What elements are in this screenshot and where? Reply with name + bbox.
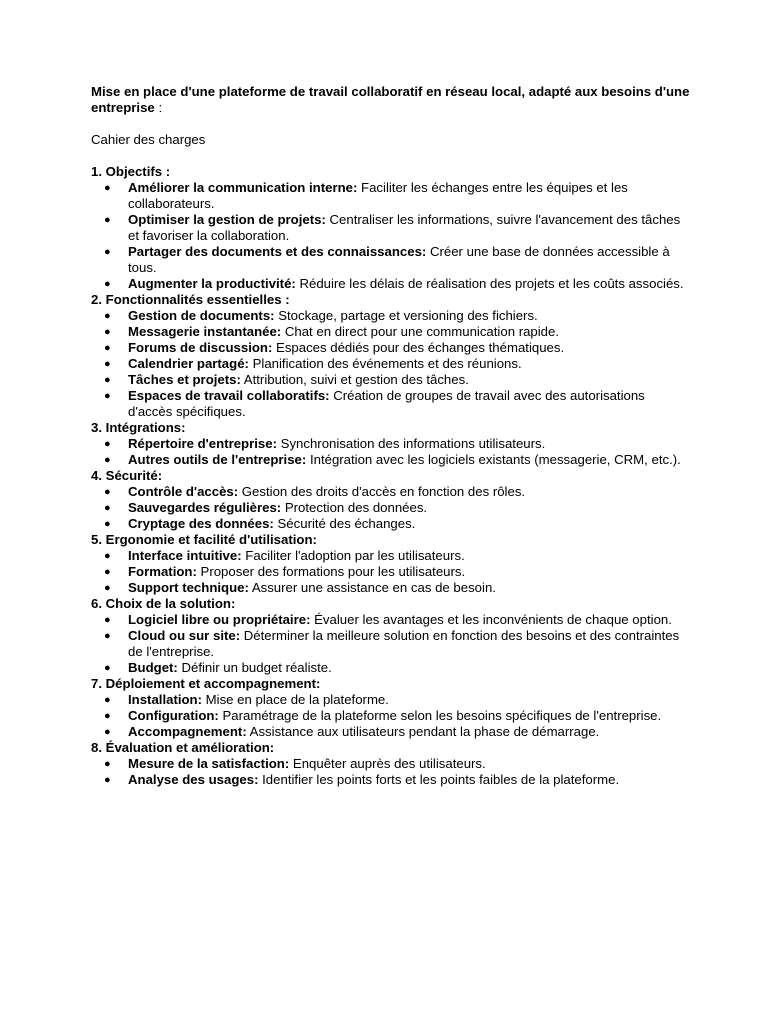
bullet-icon: ●: [104, 518, 111, 530]
bullet-icon: ●: [104, 358, 111, 370]
item-text: Intégration avec les logiciels existants (messagerie, CRM, etc.).: [306, 452, 681, 467]
section: [91, 468, 691, 532]
section-items: [91, 612, 691, 676]
item-text: Faciliter l'adoption par les utilisateurs.: [241, 548, 465, 563]
list-item: [91, 516, 691, 532]
item-term: Autres outils de l'entreprise:: [128, 452, 307, 467]
bullet-icon: ●: [104, 390, 111, 402]
item-term: Budget:: [128, 660, 178, 675]
item-text: Créer une base de données accessible à tous.: [128, 244, 670, 275]
bullet-icon: ●: [104, 486, 111, 498]
section-heading: 8. Évaluation et amélioration:: [91, 740, 275, 755]
item-text: Paramétrage de la plateforme selon les besoins spécifiques de l'entreprise.: [218, 708, 662, 723]
item-text: Enquêter auprès des utilisateurs.: [289, 756, 486, 771]
bullet-icon: ●: [104, 662, 111, 674]
bullet-icon: ●: [104, 342, 111, 354]
item-text: Gestion des droits d'accès en fonction des rôles.: [238, 484, 526, 499]
bullet-icon: ●: [104, 582, 111, 594]
bullet-icon: ●: [104, 310, 111, 322]
list-item: [91, 628, 691, 660]
section: [91, 532, 691, 596]
item-term: Tâches et projets:: [128, 372, 241, 387]
section-items: [91, 756, 691, 788]
item-text: Synchronisation des informations utilisateurs.: [276, 436, 546, 451]
section-heading: 2. Fonctionnalités essentielles :: [91, 292, 290, 307]
document-subtitle: Cahier des charges: [91, 132, 206, 147]
list-item: [91, 724, 691, 740]
sections-list: [91, 164, 691, 788]
list-item: [91, 692, 691, 708]
item-term: Forums de discussion:: [128, 340, 273, 355]
item-term: Analyse des usages:: [128, 772, 259, 787]
bullet-icon: ●: [104, 454, 111, 466]
list-item: [91, 772, 691, 788]
list-item: [91, 372, 691, 388]
list-item: [91, 452, 691, 468]
item-term: Sauvegardes régulières:: [128, 500, 282, 515]
section-heading: 3. Intégrations:: [91, 420, 186, 435]
item-text: Attribution, suivi et gestion des tâches.: [240, 372, 469, 387]
section-heading: 6. Choix de la solution:: [91, 596, 236, 611]
bullet-icon: ●: [104, 630, 111, 642]
list-item: [91, 436, 691, 452]
bullet-icon: ●: [104, 182, 111, 194]
bullet-icon: ●: [104, 758, 111, 770]
item-text: Planification des événements et des réunions.: [248, 356, 522, 371]
bullet-icon: ●: [104, 502, 111, 514]
item-term: Mesure de la satisfaction:: [128, 756, 290, 771]
item-text: Réduire les délais de réalisation des projets et les coûts associés.: [295, 276, 684, 291]
item-term: Logiciel libre ou propriétaire:: [128, 612, 311, 627]
section-items: [91, 548, 691, 596]
item-text: Définir un budget réaliste.: [177, 660, 332, 675]
item-term: Gestion de documents:: [128, 308, 275, 323]
section-heading: 7. Déploiement et accompagnement:: [91, 676, 321, 691]
item-text: Stockage, partage et versioning des fichiers.: [274, 308, 538, 323]
bullet-icon: ●: [104, 614, 111, 626]
list-item: [91, 580, 691, 596]
section-items: [91, 484, 691, 532]
bullet-icon: ●: [104, 438, 111, 450]
list-item: [91, 356, 691, 372]
bullet-icon: ●: [104, 550, 111, 562]
item-term: Partager des documents et des connaissances:: [128, 244, 427, 259]
document-title-bold: Mise en place d'une plateforme de travail collaboratif en réseau local, adapté aux besoins d'une entreprise: [91, 84, 690, 115]
bullet-icon: ●: [104, 694, 111, 706]
section: [91, 164, 691, 292]
section-items: [91, 308, 691, 420]
item-term: Formation:: [128, 564, 197, 579]
item-text: Espaces dédiés pour des échanges thématiques.: [272, 340, 565, 355]
item-term: Messagerie instantanée:: [128, 324, 282, 339]
item-text: Chat en direct pour une communication rapide.: [281, 324, 560, 339]
section-items: [91, 692, 691, 740]
item-term: Accompagnement:: [128, 724, 247, 739]
item-term: Cloud ou sur site:: [128, 628, 241, 643]
item-term: Contrôle d'accès:: [128, 484, 239, 499]
item-text: Sécurité des échanges.: [273, 516, 416, 531]
bullet-icon: ●: [104, 278, 111, 290]
section-items: [91, 436, 691, 468]
item-text: Proposer des formations pour les utilisateurs.: [196, 564, 466, 579]
section: [91, 420, 691, 468]
item-text: Création de groupes de travail avec des autorisations d'accès spécifiques.: [128, 388, 645, 419]
item-term: Calendrier partagé:: [128, 356, 249, 371]
list-item: [91, 500, 691, 516]
document-title-suffix: :: [154, 100, 163, 115]
list-item: [91, 244, 691, 276]
item-text: Assistance aux utilisateurs pendant la phase de démarrage.: [246, 724, 600, 739]
section: [91, 676, 691, 740]
item-term: Cryptage des données:: [128, 516, 274, 531]
item-term: Répertoire d'entreprise:: [128, 436, 277, 451]
item-term: Améliorer la communication interne:: [128, 180, 358, 195]
item-text: Faciliter les échanges entre les équipes et les collaborateurs.: [128, 180, 628, 211]
list-item: [91, 308, 691, 324]
item-text: Identifier les points forts et les points faibles de la plateforme.: [258, 772, 620, 787]
list-item: [91, 660, 691, 676]
item-term: Configuration:: [128, 708, 219, 723]
section: [91, 596, 691, 676]
bullet-icon: ●: [104, 774, 111, 786]
document-title: [91, 84, 691, 116]
section-heading: 4. Sécurité:: [91, 468, 163, 483]
item-text: Mise en place de la plateforme.: [202, 692, 389, 707]
bullet-icon: ●: [104, 246, 111, 258]
list-item: [91, 180, 691, 212]
list-item: [91, 324, 691, 340]
item-term: Installation:: [128, 692, 202, 707]
list-item: [91, 756, 691, 772]
item-text: Évaluer les avantages et les inconvénients de chaque option.: [310, 612, 672, 627]
item-text: Centraliser les informations, suivre l'avancement des tâches et favoriser la collaboration.: [128, 212, 681, 243]
list-item: [91, 708, 691, 724]
section-heading: 5. Ergonomie et facilité d'utilisation:: [91, 532, 317, 547]
item-text: Protection des données.: [281, 500, 428, 515]
list-item: [91, 548, 691, 564]
section: [91, 292, 691, 420]
bullet-icon: ●: [104, 374, 111, 386]
list-item: [91, 612, 691, 628]
bullet-icon: ●: [104, 566, 111, 578]
section: [91, 740, 691, 788]
item-term: Augmenter la productivité:: [128, 276, 296, 291]
list-item: [91, 212, 691, 244]
list-item: [91, 276, 691, 292]
section-items: [91, 180, 691, 292]
item-term: Optimiser la gestion de projets:: [128, 212, 326, 227]
bullet-icon: ●: [104, 710, 111, 722]
item-term: Espaces de travail collaboratifs:: [128, 388, 330, 403]
item-term: Support technique:: [128, 580, 249, 595]
item-term: Interface intuitive:: [128, 548, 242, 563]
document-page: [91, 84, 691, 788]
bullet-icon: ●: [104, 214, 111, 226]
bullet-icon: ●: [104, 326, 111, 338]
list-item: [91, 484, 691, 500]
list-item: [91, 340, 691, 356]
list-item: [91, 388, 691, 420]
bullet-icon: ●: [104, 726, 111, 738]
section-heading: 1. Objectifs :: [91, 164, 171, 179]
item-text: Déterminer la meilleure solution en fonction des besoins et des contraintes de l'entreprise.: [128, 628, 680, 659]
list-item: [91, 564, 691, 580]
item-text: Assurer une assistance en cas de besoin.: [248, 580, 496, 595]
